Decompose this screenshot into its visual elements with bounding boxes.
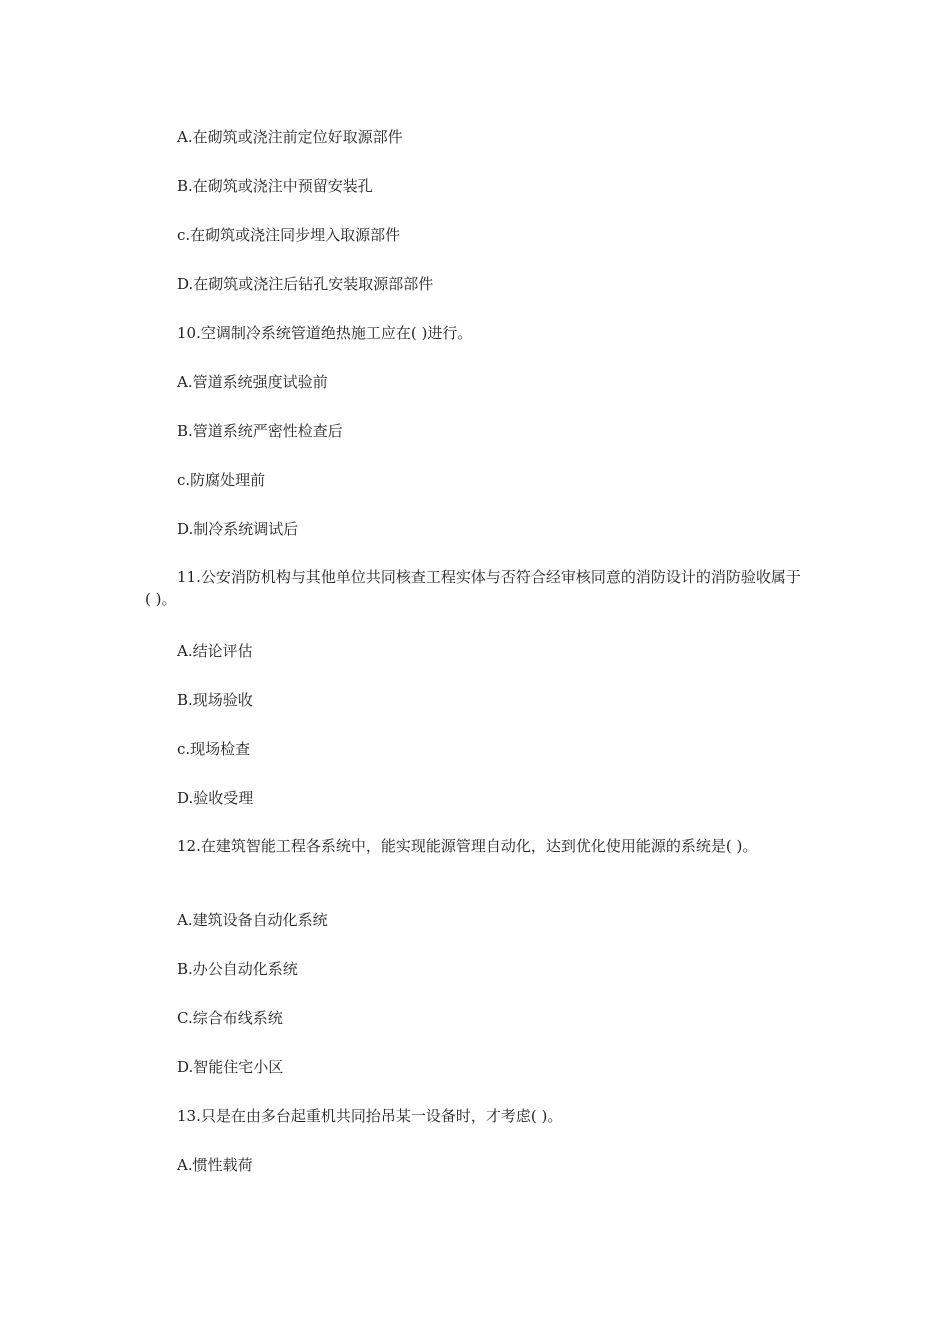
question-12: 12.在建筑智能工程各系统中，能实现能源管理自动化，达到优化使用能源的系统是( )。 bbox=[177, 837, 758, 855]
option-11a: A.结论评估 bbox=[177, 642, 253, 660]
option-12a: A.建筑设备自动化系统 bbox=[177, 911, 328, 929]
option-11d: D.验收受理 bbox=[177, 789, 254, 807]
question-10: 10.空调制冷系统管道绝热施工应在( )进行。 bbox=[177, 324, 473, 342]
option-10d: D.制冷系统调试后 bbox=[177, 520, 299, 538]
question-13: 13.只是在由多台起重机共同抬吊某一设备时，才考虑( )。 bbox=[177, 1107, 563, 1125]
option-12d: D.智能住宅小区 bbox=[177, 1058, 284, 1076]
option-11c: c.现场检查 bbox=[177, 740, 251, 758]
option-9c: c.在砌筑或浇注同步埋入取源部件 bbox=[177, 226, 401, 244]
option-9a: A.在砌筑或浇注前定位好取源部件 bbox=[177, 128, 403, 146]
option-13a: A.惯性载荷 bbox=[177, 1156, 253, 1174]
option-10a: A.管道系统强度试验前 bbox=[177, 373, 328, 391]
option-11b: B.现场验收 bbox=[177, 691, 253, 709]
option-9d: D.在砌筑或浇注后钻孔安装取源部部件 bbox=[177, 275, 434, 293]
option-10b: B.管道系统严密性检查后 bbox=[177, 422, 343, 440]
option-9b: B.在砌筑或浇注中预留安装孔 bbox=[177, 177, 373, 195]
option-12c: C.综合布线系统 bbox=[177, 1009, 283, 1027]
option-12b: B.办公自动化系统 bbox=[177, 960, 298, 978]
question-11: 11.公安消防机构与其他单位共同核查工程实体与否符合经审核同意的消防设计的消防验收属于( )。 bbox=[145, 568, 801, 608]
option-10c: c.防腐处理前 bbox=[177, 471, 266, 489]
